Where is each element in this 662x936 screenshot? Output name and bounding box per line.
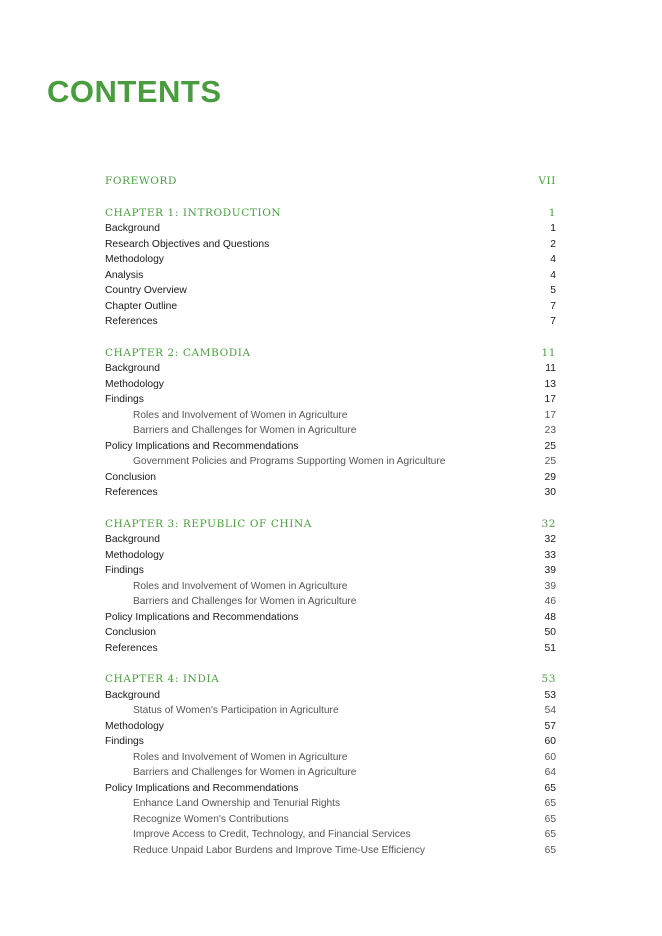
toc-section: [105, 672, 556, 858]
toc-entry-label: Background: [105, 363, 160, 374]
toc-entry[interactable]: [105, 237, 556, 253]
toc-subentry[interactable]: [105, 423, 556, 439]
toc-section: [105, 174, 556, 190]
toc-entry-label: Roles and Involvement of Women in Agriculture: [133, 751, 348, 763]
toc-page-number: 50: [544, 627, 556, 638]
toc-page-number: 1: [550, 223, 556, 234]
toc-page-number: 48: [544, 611, 556, 623]
toc-page-number: 17: [544, 394, 556, 405]
toc-page-number: 32: [541, 517, 556, 530]
toc-section: [105, 517, 556, 657]
toc-page-number: 30: [544, 487, 556, 498]
toc-page-number: 17: [544, 409, 556, 421]
page-title: CONTENTS: [47, 74, 222, 109]
toc-page-number: 4: [550, 254, 556, 265]
table-of-contents: [105, 174, 556, 874]
toc-heading-label: CHAPTER 3: REPUBLIC OF CHINA: [105, 517, 312, 530]
toc-subentry[interactable]: [105, 765, 556, 781]
toc-page-number: 7: [550, 300, 556, 312]
toc-page-number: 11: [545, 363, 556, 374]
toc-entry-label: References: [105, 642, 158, 654]
toc-entry-label: Country Overview: [105, 285, 187, 296]
toc-page-number: 25: [544, 440, 556, 452]
toc-entry[interactable]: [105, 625, 556, 641]
toc-subentry[interactable]: [105, 703, 556, 719]
toc-entry-label: Methodology: [105, 549, 164, 561]
toc-subentry[interactable]: [105, 827, 556, 843]
toc-page-number: 33: [544, 549, 556, 561]
toc-page-number: 53: [541, 673, 556, 685]
toc-entry-label: Status of Women's Participation in Agriculture: [133, 705, 339, 716]
toc-entry-label: Background: [105, 689, 160, 701]
toc-page-number: 13: [544, 378, 556, 390]
toc-entry-label: Methodology: [105, 720, 164, 732]
toc-entry[interactable]: [105, 641, 556, 657]
toc-page-number: 2: [550, 238, 556, 250]
toc-page-number: 60: [544, 736, 556, 747]
toc-entry-label: Findings: [105, 565, 144, 576]
toc-entry-label: Findings: [105, 394, 144, 405]
toc-entry[interactable]: [105, 221, 556, 237]
toc-page-number: 32: [544, 534, 556, 545]
toc-subentry[interactable]: [105, 796, 556, 812]
toc-entry-label: References: [105, 487, 158, 498]
toc-entry-label: Research Objectives and Questions: [105, 238, 270, 250]
toc-entry-label: Barriers and Challenges for Women in Agriculture: [133, 767, 357, 778]
toc-entry-label: References: [105, 316, 158, 327]
toc-entry[interactable]: [105, 470, 556, 486]
toc-page-number: 46: [544, 596, 556, 607]
toc-entry-label: Chapter Outline: [105, 300, 178, 312]
toc-entry[interactable]: [105, 610, 556, 626]
toc-subentry[interactable]: [105, 750, 556, 766]
toc-entry-label: Conclusion: [105, 627, 156, 638]
toc-subentry[interactable]: [105, 454, 556, 470]
toc-entry-label: Roles and Involvement of Women in Agriculture: [133, 409, 348, 421]
toc-entry-label: Improve Access to Credit, Technology, and Financial Services: [133, 829, 411, 840]
toc-entry[interactable]: [105, 781, 556, 797]
toc-entry-label: Enhance Land Ownership and Tenurial Rights: [133, 798, 341, 809]
toc-entry-label: Recognize Women's Contributions: [133, 813, 289, 825]
toc-entry-label: Background: [105, 534, 160, 545]
toc-subentry[interactable]: [105, 843, 556, 859]
toc-entry-label: Findings: [105, 736, 144, 747]
toc-entry-label: Background: [105, 223, 160, 234]
toc-page-number: 39: [544, 580, 556, 592]
toc-entry-label: Policy Implications and Recommendations: [105, 782, 299, 794]
toc-section: [105, 346, 556, 501]
toc-entry[interactable]: [105, 377, 556, 393]
toc-page-number: 65: [544, 844, 556, 856]
toc-entry[interactable]: [105, 548, 556, 564]
toc-page-number: 53: [544, 689, 556, 701]
toc-entry[interactable]: [105, 439, 556, 455]
toc-entry[interactable]: [105, 688, 556, 704]
toc-page-number: 65: [544, 813, 556, 825]
toc-subentry[interactable]: [105, 594, 556, 610]
toc-page-number: 5: [550, 285, 556, 296]
toc-page-number: 60: [544, 751, 556, 763]
toc-entry-label: Methodology: [105, 378, 164, 390]
toc-entry[interactable]: [105, 485, 556, 501]
toc-entry-label: Policy Implications and Recommendations: [105, 611, 299, 623]
toc-heading-label: CHAPTER 1: INTRODUCTION: [105, 206, 282, 219]
toc-heading-label: CHAPTER 2: CAMBODIA: [105, 346, 251, 359]
toc-entry-label: Analysis: [105, 269, 144, 281]
toc-entry[interactable]: [105, 719, 556, 735]
toc-chapter-heading[interactable]: [105, 517, 556, 533]
toc-entry-label: Methodology: [105, 254, 164, 265]
toc-page-number: 54: [544, 705, 556, 716]
toc-page-number: VII: [538, 175, 556, 187]
toc-page-number: 29: [544, 471, 556, 483]
toc-heading-label: FOREWORD: [105, 175, 177, 187]
toc-entry[interactable]: [105, 392, 556, 408]
toc-page-number: 51: [544, 642, 556, 654]
toc-page-number: 57: [544, 720, 556, 732]
toc-entry-label: Reduce Unpaid Labor Burdens and Improve Time-Use Efficiency: [133, 844, 426, 856]
toc-page-number: 25: [544, 456, 556, 467]
toc-page-number: 65: [544, 798, 556, 809]
toc-subentry[interactable]: [105, 812, 556, 828]
toc-entry-label: Conclusion: [105, 471, 156, 483]
toc-chapter-heading[interactable]: [105, 174, 556, 190]
toc-entry-label: Policy Implications and Recommendations: [105, 440, 299, 452]
toc-entry[interactable]: [105, 314, 556, 330]
toc-subentry[interactable]: [105, 408, 556, 424]
toc-chapter-heading[interactable]: [105, 672, 556, 688]
toc-heading-label: CHAPTER 4: INDIA: [105, 673, 220, 685]
toc-page-number: 23: [544, 425, 556, 436]
toc-entry-label: Barriers and Challenges for Women in Agriculture: [133, 425, 357, 436]
toc-page-number: 11: [541, 346, 556, 359]
toc-subentry[interactable]: [105, 579, 556, 595]
toc-page-number: 65: [544, 829, 556, 840]
toc-entry[interactable]: [105, 734, 556, 750]
toc-entry[interactable]: [105, 268, 556, 284]
toc-page-number: 65: [544, 782, 556, 794]
toc-entry[interactable]: [105, 532, 556, 548]
toc-chapter-heading[interactable]: [105, 346, 556, 362]
toc-entry-label: Government Policies and Programs Supporting Women in Agriculture: [133, 456, 446, 467]
toc-page-number: 39: [544, 565, 556, 576]
toc-page-number: 64: [544, 767, 556, 778]
toc-page-number: 1: [548, 206, 556, 219]
toc-entry[interactable]: [105, 283, 556, 299]
toc-section: [105, 206, 556, 330]
toc-entry[interactable]: [105, 299, 556, 315]
toc-chapter-heading[interactable]: [105, 206, 556, 222]
toc-page-number: 7: [550, 316, 556, 327]
toc-entry[interactable]: [105, 252, 556, 268]
toc-entry-label: Roles and Involvement of Women in Agriculture: [133, 580, 348, 592]
toc-entry-label: Barriers and Challenges for Women in Agriculture: [133, 596, 357, 607]
toc-page-number: 4: [550, 269, 556, 281]
toc-entry[interactable]: [105, 361, 556, 377]
toc-entry[interactable]: [105, 563, 556, 579]
